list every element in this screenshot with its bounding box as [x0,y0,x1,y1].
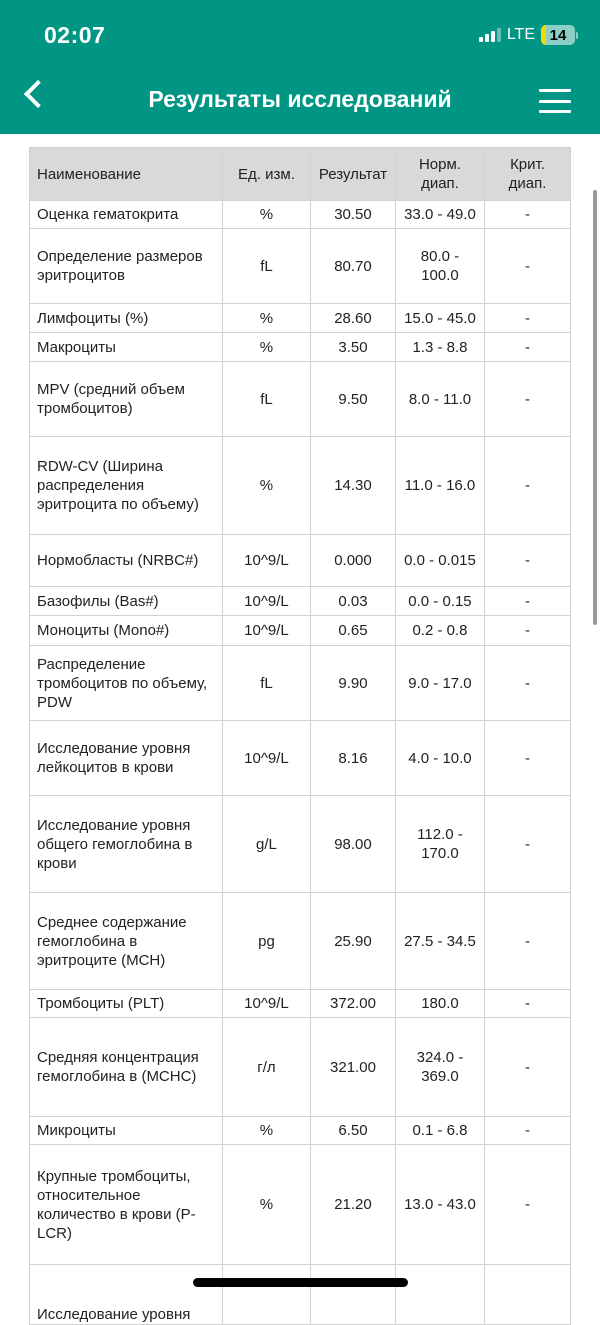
cell-norm: 0.0 - 0.15 [395,587,484,616]
cell-name: Микроциты [30,1117,223,1145]
cell-name: Нормобласты (NRBC#) [30,535,223,587]
app-header [0,0,600,134]
cell-result: 21.20 [311,1145,396,1265]
cell-unit: 10^9/L [222,616,310,646]
table-row [30,229,571,304]
cell-norm: 9.0 - 17.0 [395,646,484,721]
cell-unit: % [222,201,310,229]
scrollbar[interactable] [593,190,597,625]
cell-unit: 10^9/L [222,721,310,796]
cell-name: Распределение тромбоцитов по объему, PDW [30,646,223,721]
cell-name: Исследование уровня общего гемоглобина в крови [30,796,223,893]
cell-crit [484,1265,570,1325]
network-label: LTE [506,26,535,43]
cell-crit: - [484,646,570,721]
menu-icon[interactable] [539,89,571,113]
cell-norm: 0.2 - 0.8 [395,616,484,646]
cell-crit: - [484,201,570,229]
cell-crit: - [484,990,570,1018]
cell-name: Средняя концентрация гемоглобина в (MCHC) [30,1018,223,1117]
cell-result: 14.30 [311,437,396,535]
cell-unit: % [222,333,310,362]
table-row [30,437,571,535]
cell-crit: - [484,362,570,437]
cell-norm: 27.5 - 34.5 [395,893,484,990]
table-row [30,893,571,990]
cell-unit: 10^9/L [222,535,310,587]
table-row [30,587,571,616]
cell-name: Определение размеров эритроцитов [30,229,223,304]
col-norm: Норм. диап. [395,148,484,201]
cell-name: Лимфоциты (%) [30,304,223,333]
table-row [30,1145,571,1265]
cell-unit [222,1265,310,1325]
cell-result: 9.90 [311,646,396,721]
cell-crit: - [484,333,570,362]
cell-result: 80.70 [311,229,396,304]
cell-norm: 4.0 - 10.0 [395,721,484,796]
cell-result: 9.50 [311,362,396,437]
cell-crit: - [484,587,570,616]
cell-crit: - [484,229,570,304]
cell-crit: - [484,796,570,893]
table-row [30,362,571,437]
cell-result: 0.65 [311,616,396,646]
cell-crit: - [484,1145,570,1265]
table-row [30,1018,571,1117]
cell-result: 0.000 [311,535,396,587]
cell-norm [395,1265,484,1325]
results-table [29,147,571,1325]
cell-name: Моноциты (Mono#) [30,616,223,646]
status-indicators [479,25,578,45]
cell-unit: % [222,1117,310,1145]
cell-norm: 180.0 [395,990,484,1018]
cell-norm: 1.3 - 8.8 [395,333,484,362]
cell-unit: 10^9/L [222,990,310,1018]
cell-norm: 11.0 - 16.0 [395,437,484,535]
col-result: Результат [311,148,396,201]
cell-unit: % [222,304,310,333]
cell-crit: - [484,616,570,646]
table-row [30,333,571,362]
cell-name: Крупные тромбоциты, относительное количество в крови (P-LCR) [30,1145,223,1265]
cell-unit: % [222,437,310,535]
table-row [30,201,571,229]
cell-norm: 324.0 - 369.0 [395,1018,484,1117]
cell-unit: fL [222,362,310,437]
table-row [30,990,571,1018]
cell-name: Исследование уровня [30,1265,223,1325]
table-row [30,616,571,646]
cell-unit: г/л [222,1018,310,1117]
cell-result: 3.50 [311,333,396,362]
battery-level: 14 [549,26,567,44]
cell-norm: 13.0 - 43.0 [395,1145,484,1265]
cell-norm: 15.0 - 45.0 [395,304,484,333]
cell-norm: 33.0 - 49.0 [395,201,484,229]
cell-crit: - [484,304,570,333]
cell-norm: 0.0 - 0.015 [395,535,484,587]
cell-name: Оценка гематокрита [30,201,223,229]
cell-result: 25.90 [311,893,396,990]
cell-crit: - [484,437,570,535]
cell-result: 0.03 [311,587,396,616]
cell-unit: fL [222,646,310,721]
cell-crit: - [484,893,570,990]
table-row [30,535,571,587]
cell-result: 8.16 [311,721,396,796]
page-title: Результаты исследований [148,86,452,112]
cell-name: Макроциты [30,333,223,362]
cell-unit: % [222,1145,310,1265]
table-row [30,1265,571,1325]
cell-name: Среднее содержание гемоглобина в эритроците (MCH) [30,893,223,990]
signal-icon [479,28,501,42]
table-row [30,1117,571,1145]
cell-result: 30.50 [311,201,396,229]
cell-norm: 80.0 - 100.0 [395,229,484,304]
cell-crit: - [484,721,570,796]
cell-unit: pg [222,893,310,990]
col-name: Наименование [30,148,223,201]
cell-name: MPV (средний объем тромбоцитов) [30,362,223,437]
cell-crit: - [484,535,570,587]
battery-icon [541,25,575,45]
cell-name: Базофилы (Bas#) [30,587,223,616]
home-indicator[interactable] [193,1278,408,1287]
table-row [30,304,571,333]
cell-result [311,1265,396,1325]
cell-name: Исследование уровня лейкоцитов в крови [30,721,223,796]
cell-norm: 0.1 - 6.8 [395,1117,484,1145]
cell-result: 6.50 [311,1117,396,1145]
cell-result: 28.60 [311,304,396,333]
table-row [30,721,571,796]
battery-tip [576,32,578,39]
cell-result: 98.00 [311,796,396,893]
table-row [30,796,571,893]
cell-unit: 10^9/L [222,587,310,616]
col-unit: Ед. изм. [222,148,310,201]
cell-unit: fL [222,229,310,304]
cell-crit: - [484,1117,570,1145]
cell-result: 321.00 [311,1018,396,1117]
cell-name: Тромбоциты (PLT) [30,990,223,1018]
cell-crit: - [484,1018,570,1117]
col-crit: Крит. диап. [484,148,570,201]
cell-unit: g/L [222,796,310,893]
status-time: 02:07 [44,22,106,48]
cell-norm: 112.0 - 170.0 [395,796,484,893]
table-row [30,646,571,721]
table-header [30,148,571,201]
cell-result: 372.00 [311,990,396,1018]
cell-norm: 8.0 - 11.0 [395,362,484,437]
cell-name: RDW-CV (Ширина распределения эритроцита по объему) [30,437,223,535]
